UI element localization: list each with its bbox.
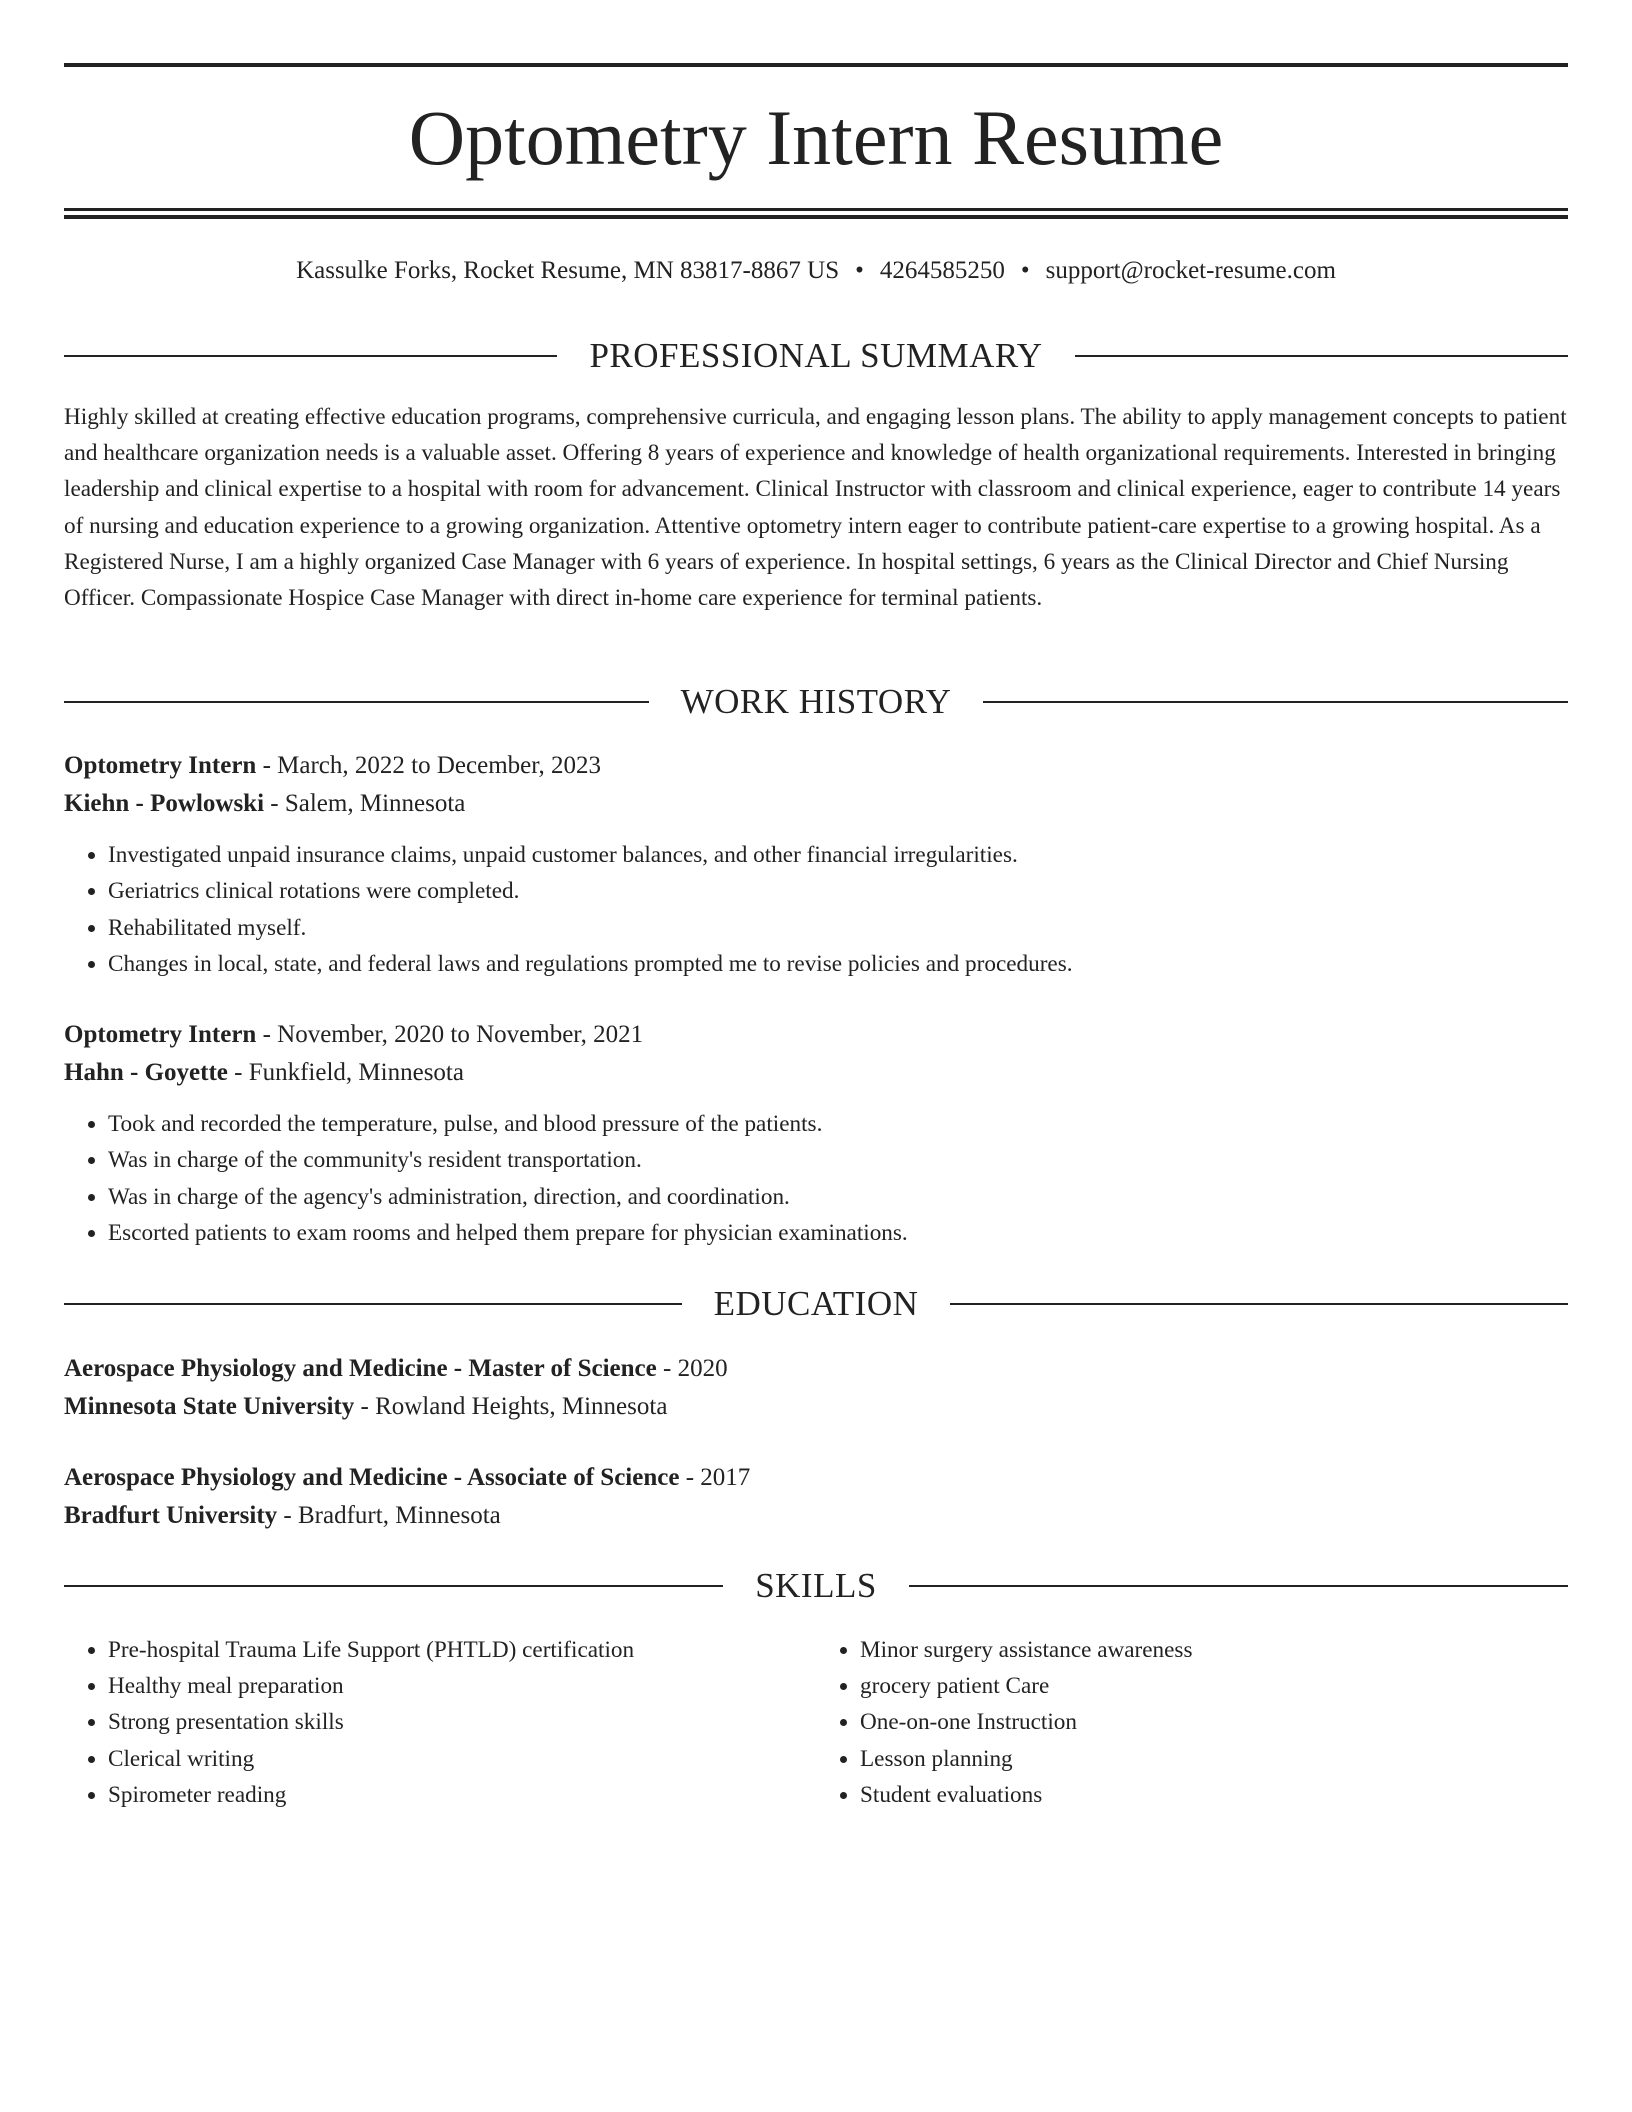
education-school-line: Bradfurt University - Bradfurt, Minnesota (64, 1502, 501, 1529)
education-degree-line: Aerospace Physiology and Medicine - Associate of Science - 2017 (64, 1464, 751, 1491)
skill-item: • One-on-one Instruction (860, 1704, 1568, 1740)
job-company-line: Kiehn - Powlowski - Salem, Minnesota (64, 790, 466, 817)
education-school: Bradfurt University (64, 1502, 278, 1529)
skills-list (64, 1632, 1568, 1813)
contact-email: support@rocket-resume.com (1045, 257, 1336, 284)
job-entry (64, 1016, 1568, 1251)
contact-phone: 4264585250 (879, 257, 1005, 284)
education-degree: Aerospace Physiology and Medicine - Master of Science (64, 1355, 657, 1382)
job-location: Salem, Minnesota (284, 790, 466, 817)
job-title: Optometry Intern (64, 752, 257, 779)
job-title-line: Optometry Intern - November, 2020 to November, 2021 (64, 1021, 644, 1048)
job-bullet: • Took and recorded the temperature, pulse, and blood pressure of the patients. (108, 1106, 1568, 1142)
heading-rule (64, 1585, 723, 1587)
job-bullets (64, 837, 1568, 982)
job-bullets (64, 1106, 1568, 1251)
section-title: EDUCATION (713, 1284, 919, 1323)
heading-rule (983, 701, 1568, 703)
contact-line (64, 254, 1568, 288)
job-bullet: • Rehabilitated myself. (108, 910, 1568, 946)
heading-rule (950, 1303, 1568, 1305)
section-heading-work (64, 680, 1568, 724)
skill-item: • grocery patient Care (860, 1668, 1568, 1704)
section-title: PROFESSIONAL SUMMARY (589, 336, 1043, 375)
job-location: Funkfield, Minnesota (248, 1059, 464, 1086)
job-entry (64, 747, 1568, 982)
job-title-line: Optometry Intern - March, 2022 to December, 2023 (64, 752, 602, 779)
education-school-line: Minnesota State University - Rowland Heights, Minnesota (64, 1393, 668, 1420)
heading-rule (64, 701, 649, 703)
job-company-line: Hahn - Goyette - Funkfield, Minnesota (64, 1059, 464, 1086)
skill-item: • Pre-hospital Trauma Life Support (PHTLD) certification (108, 1632, 816, 1668)
skill-item: • Spirometer reading (108, 1777, 816, 1813)
job-company: Hahn - Goyette (64, 1059, 228, 1086)
job-company: Kiehn - Powlowski (64, 790, 265, 817)
heading-rule (909, 1585, 1568, 1587)
section-title: SKILLS (755, 1566, 877, 1605)
page-title: Optometry Intern Resume (408, 94, 1224, 181)
job-dates: March, 2022 to December, 2023 (277, 752, 602, 779)
title-rule-lower (64, 215, 1568, 219)
job-bullet: • Escorted patients to exam rooms and helped them prepare for physician examinations. (108, 1215, 1568, 1251)
education-degree-line: Aerospace Physiology and Medicine - Master of Science - 2020 (64, 1355, 728, 1382)
job-bullet: • Was in charge of the agency's administration, direction, and coordination. (108, 1179, 1568, 1215)
education-school: Minnesota State University (64, 1393, 355, 1420)
title-rule-upper (64, 208, 1568, 211)
education-degree: Aerospace Physiology and Medicine - Associate of Science (64, 1464, 680, 1491)
education-entry (64, 1350, 1568, 1426)
skills-column-left (64, 1632, 816, 1813)
education-entry (64, 1459, 1568, 1535)
section-title: WORK HISTORY (680, 682, 952, 721)
heading-rule (64, 355, 557, 357)
job-bullet: • Changes in local, state, and federal laws and regulations prompted me to revise policies and procedures. (108, 946, 1568, 982)
contact-separator: • (1020, 257, 1030, 284)
section-heading-summary (64, 334, 1568, 378)
skill-item: • Minor surgery assistance awareness (860, 1632, 1568, 1668)
job-bullet: • Investigated unpaid insurance claims, unpaid customer balances, and other financial irregularities. (108, 837, 1568, 873)
section-heading-education (64, 1282, 1568, 1326)
job-bullet: • Geriatrics clinical rotations were completed. (108, 873, 1568, 909)
skills-column-right (816, 1632, 1568, 1813)
summary-text: Highly skilled at creating effective education programs, comprehensive curricula, and engaging lesson plans. The ability to apply management concepts to patient and healthcare organization needs is a valuable asset. Offering 8 years of experience and knowledge of health organizational requirements. Interested in bringing leadership and clinical expertise to a hospital with room for advancement. Clinical Instructor with classroom and clinical experience, eager to contribute 14 years of nursing and education experience to a growing organization. Attentive optometry intern eager to contribute patient-care expertise to a growing hospital. As a Registered Nurse, I am a highly organized Case Manager with 6 years of experience. In hospital settings, 6 years as the Clinical Director and Chief Nursing Officer. Compassionate Hospice Case Manager with direct in-home care experience for terminal patients. (64, 404, 1567, 612)
skill-item: • Lesson planning (860, 1741, 1568, 1777)
job-title: Optometry Intern (64, 1021, 257, 1048)
heading-rule (64, 1303, 682, 1305)
skill-item: • Strong presentation skills (108, 1704, 816, 1740)
contact-address: Kassulke Forks, Rocket Resume, MN 83817-8867 US (296, 257, 840, 284)
education-location: Rowland Heights, Minnesota (375, 1393, 668, 1420)
skill-item: • Clerical writing (108, 1741, 816, 1777)
job-dates: November, 2020 to November, 2021 (277, 1021, 644, 1048)
skill-item: • Student evaluations (860, 1777, 1568, 1813)
contact-separator: • (855, 257, 864, 284)
top-rule (64, 63, 1568, 67)
education-year: 2020 (677, 1355, 728, 1382)
skill-item: • Healthy meal preparation (108, 1668, 816, 1704)
section-heading-skills (64, 1564, 1568, 1608)
education-year: 2017 (700, 1464, 751, 1491)
heading-rule (1075, 355, 1568, 357)
job-bullet: • Was in charge of the community's resident transportation. (108, 1142, 1568, 1178)
education-location: Bradfurt, Minnesota (298, 1502, 501, 1529)
